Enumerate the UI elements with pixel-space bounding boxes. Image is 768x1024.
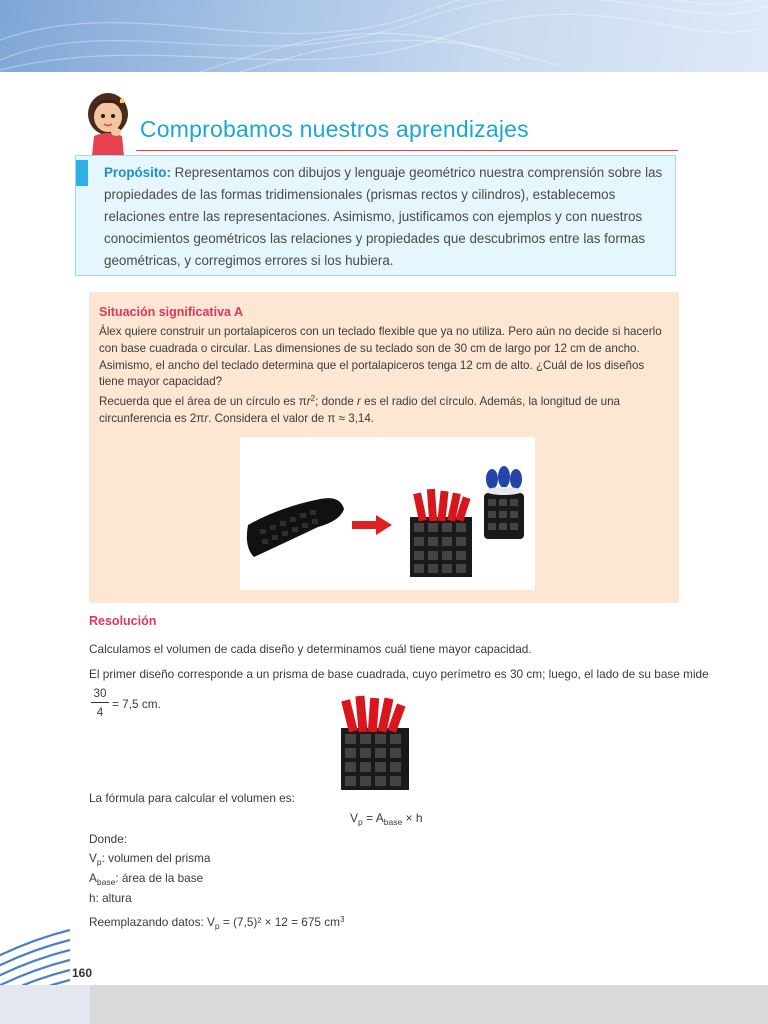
resolution-heading: Resolución	[89, 614, 157, 628]
purpose-text	[104, 162, 664, 272]
def-abase-sub: base	[96, 877, 116, 887]
formula-rest: × h	[402, 811, 423, 825]
radius-symbol: r	[306, 395, 311, 409]
formula-v: V	[350, 811, 359, 825]
definition-h: h: altura	[89, 891, 132, 905]
girl-avatar-icon	[80, 90, 136, 156]
resolution-line-1: Calculamos el volumen de cada diseño y determinamos cuál tiene mayor capacidad.	[89, 642, 532, 656]
formula-intro: La fórmula para calcular el volumen es:	[89, 791, 295, 805]
def-vp-sub: p	[96, 857, 102, 867]
red-arrow-icon	[352, 515, 392, 535]
purpose-body: Representamos con dibujos y lenguaje geométrico nuestra comprensión sobre las propiedades de las formas tridimensionales (prismas rectos y cilindros), establecemos relaciones entre las representaciones. Asimismo, justificamos con ejemplos y con nuestros conocimientos geométricos las relaciones y propiedades que descubrimos entre las formas geométricas, y corregimos errores si los hubiera.	[104, 165, 663, 268]
situation-paragraph-1: Álex quiere construir un portalapiceros con un teclado flexible que ya no utiliza. Pero aún no decide si hacerlo con base cuadrada o circular. Las dimensiones de su teclado son de 30 cm de largo por 12 cm de ancho. Asimismo, el ancho del teclado determina que el portalapiceros tenga 12 cm de alto. ¿Cuál de los diseños tiene mayor capacidad?	[99, 325, 662, 389]
def-abase-symbol: A	[89, 871, 97, 885]
situation-p2-d: . Considera el valor de π ≈ 3,14.	[208, 411, 374, 425]
definition-abase	[89, 871, 203, 887]
replacement-line	[89, 915, 344, 931]
footer-band	[90, 985, 768, 1024]
situation-heading: Situación significativa A	[99, 305, 244, 319]
resolution-line-2: El primer diseño corresponde a un prisma de base cuadrada, cuyo perímetro es 30 cm; luego, el lado de su base mide	[89, 667, 709, 681]
replace-pre: Reemplazando datos: V	[89, 915, 215, 929]
situation-p2-a: Recuerda que el área de un círculo es π	[99, 395, 307, 409]
side-fraction	[91, 686, 109, 720]
title-underline	[136, 150, 678, 151]
replace-post: = (7,5)² × 12 = 675 cm	[219, 915, 340, 929]
formula-v-sub: p	[358, 817, 363, 827]
situation-box	[89, 292, 679, 603]
top-banner	[0, 0, 768, 72]
square-pencil-holder-icon	[410, 489, 472, 577]
purpose-label: Propósito:	[104, 165, 171, 180]
situation-text	[99, 324, 665, 428]
round-pencil-holder-icon	[484, 466, 524, 539]
radius-symbol-3: r	[204, 411, 209, 425]
square-pencil-holder-image	[335, 692, 415, 792]
formula-eq: = A	[362, 811, 384, 825]
purpose-box	[75, 155, 676, 276]
replace-sup: 3	[339, 915, 345, 924]
purpose-accent-bar	[76, 160, 88, 186]
def-vp-text: : volumen del prisma	[101, 851, 211, 865]
footer-band-left	[0, 985, 90, 1024]
page-number: 160	[72, 966, 93, 980]
def-abase-text: : área de la base	[115, 871, 204, 885]
flexible-keyboard-icon	[247, 498, 344, 557]
situation-p2-b: ; donde	[315, 395, 358, 409]
volume-formula	[350, 811, 423, 827]
radius-symbol-2: r	[357, 395, 361, 409]
squared-exponent: 2	[310, 394, 316, 404]
page-title: Comprobamos nuestros aprendizajes	[140, 116, 529, 142]
situation-p2-c: es el radio del círculo. Además, la longitud de una circunferencia es 2π	[99, 395, 620, 425]
donde-label: Donde:	[89, 832, 128, 846]
formula-a-sub: base	[383, 817, 403, 827]
definition-vp	[89, 851, 210, 867]
fraction-numerator: 30	[91, 686, 109, 703]
fraction-result: = 7,5 cm.	[112, 697, 161, 711]
keyboard-to-pencil-holder-image	[240, 437, 535, 590]
def-vp-symbol: V	[89, 851, 97, 865]
replace-sub: p	[214, 921, 220, 931]
fraction-denominator: 4	[96, 706, 104, 719]
